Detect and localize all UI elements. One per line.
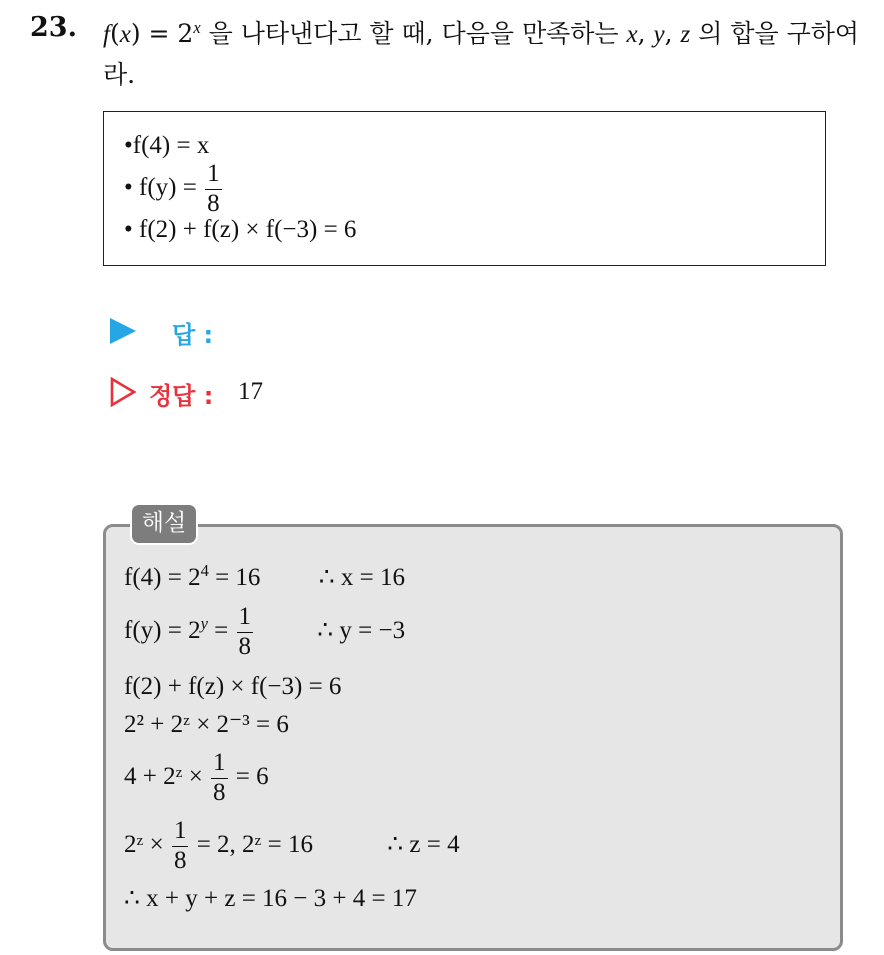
question-number: 23. (30, 12, 77, 43)
correct-triangle-outline-icon (110, 377, 136, 407)
answer-label: 답 : (172, 321, 214, 349)
condition-box (103, 111, 826, 266)
explanation-line-5: 4 + 2ᶻ × $\frac{1}{8}$ = 6 (124, 749, 269, 806)
condition-2: • f(y) = $\frac{1}{8}$ (124, 160, 220, 217)
correct-answer-value: 17 (238, 378, 263, 405)
explanation-line-1: $f(4) = 2^4 = 16$ ∴ x = 16 (124, 560, 405, 591)
fraction: $\frac{1}{8}$ (238, 603, 252, 660)
correct-answer-label: 정답 : (149, 382, 214, 410)
explanation-line-3: f(2) + f(z) × f(−3) = 6 (124, 673, 342, 700)
explanation-line-7: ∴ x + y + z = 16 − 3 + 4 = 17 (124, 885, 417, 912)
explanation-line-6: 2ᶻ × $\frac{1}{8}$ = 2, 2ᶻ = 16 ∴ z = 4 (124, 817, 460, 874)
explanation-line-4: 2² + 2ᶻ × 2⁻³ = 6 (124, 711, 289, 738)
explanation-line-2: $f(y) = 2^y$ = $\frac{1}{8}$ ∴ y = −3 (124, 603, 406, 660)
fraction: $\frac{1}{8}$ (213, 749, 226, 806)
fraction: $\frac{1}{8}$ (207, 160, 220, 217)
condition-3: • f(2) + f(z) × f(−3) = 6 (124, 216, 357, 243)
fraction: $\frac{1}{8}$ (173, 817, 187, 874)
explanation-tag: 해설 (130, 503, 198, 545)
condition-1: •f(4) = x (124, 132, 210, 159)
question-text: $f(x) = 2^x$ 을 나타낸다고 할 때, 다음을 만족하는 x, y, z 의 합을 구하여라. (103, 17, 860, 89)
answer-triangle-icon (110, 318, 136, 344)
